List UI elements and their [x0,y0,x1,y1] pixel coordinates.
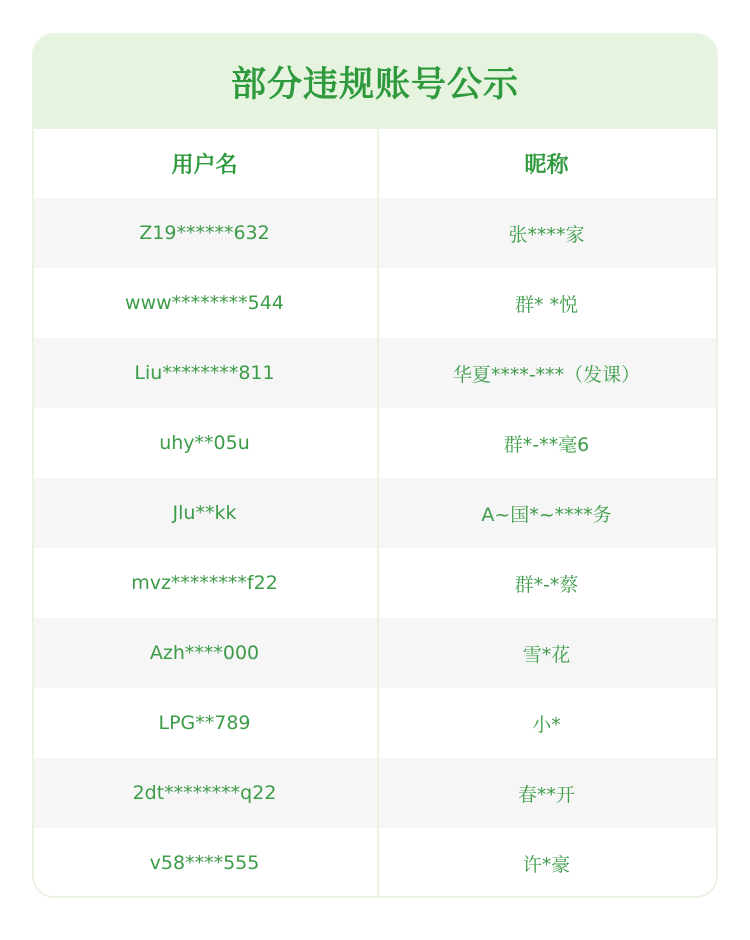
nickname-cell: 张****家 [508,223,585,246]
username-cell: mvz********f22 [131,572,278,594]
username-cell: Jlu**kk [172,502,237,524]
title-bar [34,35,716,129]
nickname-cell: 群*-*蔡 [514,573,579,596]
username-cell: v58****555 [149,852,260,874]
table-row [34,758,716,828]
table-row [34,618,716,688]
username-cell: www********544 [125,292,284,314]
page-title: 部分违规账号公示 [230,65,519,105]
username-cell: Z19******632 [139,222,270,244]
header-nickname: 昵称 [524,153,569,178]
username-cell: Liu********811 [134,362,275,384]
username-cell: 2dt********q22 [132,782,277,804]
username-cell: LPG**789 [158,712,251,734]
table-row [34,268,716,338]
username-cell: uhy**05u [159,432,250,454]
table-row [34,688,716,758]
nickname-cell: 春**开 [517,783,575,806]
username-cell: Azh****000 [149,642,260,664]
nickname-cell: 群* *悦 [514,293,579,316]
column-divider [377,129,379,898]
table-header-row [34,129,716,198]
header-username: 用户名 [171,153,238,178]
violation-table [34,129,716,898]
nickname-cell: 群*-**毫6 [503,433,590,456]
nickname-cell: 小* [532,713,561,736]
nickname-cell: 华夏****-***（发课） [452,363,641,386]
table-row [34,478,716,548]
violation-notice-card [32,33,718,898]
table-row [34,548,716,618]
nickname-cell: A~国*~****务 [481,503,612,526]
nickname-cell: 许*豪 [522,853,571,876]
table-row [34,828,716,898]
table-row [34,338,716,408]
nickname-cell: 雪*花 [522,643,571,666]
table-row [34,408,716,478]
table-row [34,198,716,268]
